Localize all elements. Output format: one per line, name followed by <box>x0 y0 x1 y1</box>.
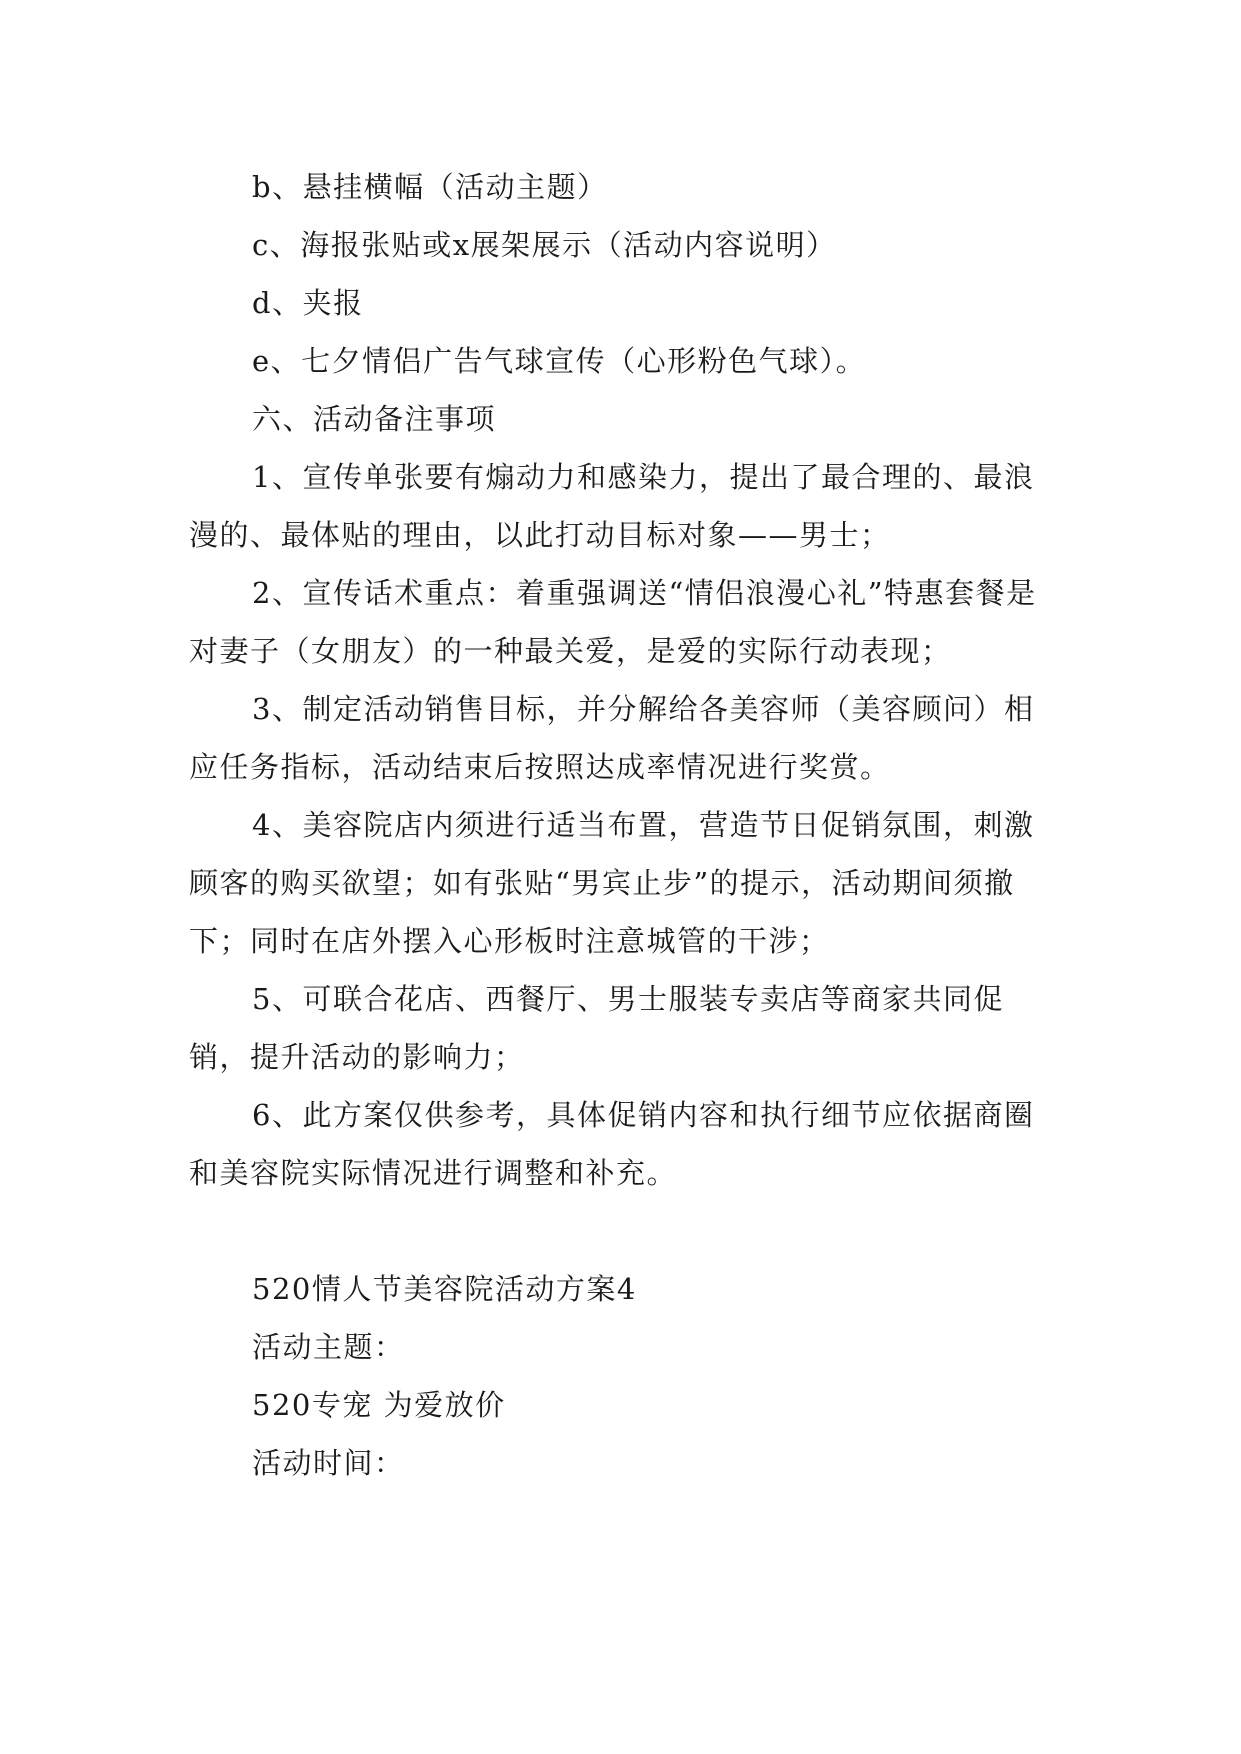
paragraph-note-4: 4、美容院店内须进行适当布置，营造节日促销氛围，刺激顾客的购买欲望；如有张贴“男宾止步”的提示，活动期间须撤下；同时在店外摆入心形板时注意城管的干涉； <box>189 808 1035 958</box>
paragraph-note-1: 1、宣传单张要有煽动力和感染力，提出了最合理的、最浪漫的、最体贴的理由，以此打动目标对象——男士； <box>189 460 1035 552</box>
paragraph-banner: b、悬挂横幅（活动主题） <box>252 170 608 204</box>
plan-title: 520情人节美容院活动方案4 <box>252 1272 637 1306</box>
paragraph-balloon: e、七夕情侣广告气球宣传（心形粉色气球）。 <box>252 344 867 378</box>
document-body <box>189 158 1059 1492</box>
paragraph-note-3: 3、制定活动销售目标，并分解给各美容师（美容顾问）相应任务指标，活动结束后按照达成率情况进行奖赏。 <box>189 692 1035 784</box>
section-heading-notes: 六、活动备注事项 <box>252 402 497 436</box>
paragraph-poster: c、海报张贴或x展架展示（活动内容说明） <box>252 228 837 262</box>
paragraph-note-6: 6、此方案仅供参考，具体促销内容和执行细节应依据商圈和美容院实际情况进行调整和补充。 <box>189 1098 1035 1190</box>
time-label: 活动时间： <box>252 1446 405 1480</box>
theme-value: 520专宠 为爱放价 <box>252 1388 506 1422</box>
section-spacer <box>189 1202 1059 1260</box>
paragraph-insert: d、夹报 <box>252 286 364 320</box>
paragraph-note-2: 2、宣传话术重点：着重强调送“情侣浪漫心礼”特惠套餐是对妻子（女朋友）的一种最关爱，是爱的实际行动表现； <box>189 576 1037 668</box>
theme-label: 活动主题： <box>252 1330 405 1364</box>
paragraph-note-5: 5、可联合花店、西餐厅、男士服装专卖店等商家共同促销，提升活动的影响力； <box>189 982 1004 1074</box>
